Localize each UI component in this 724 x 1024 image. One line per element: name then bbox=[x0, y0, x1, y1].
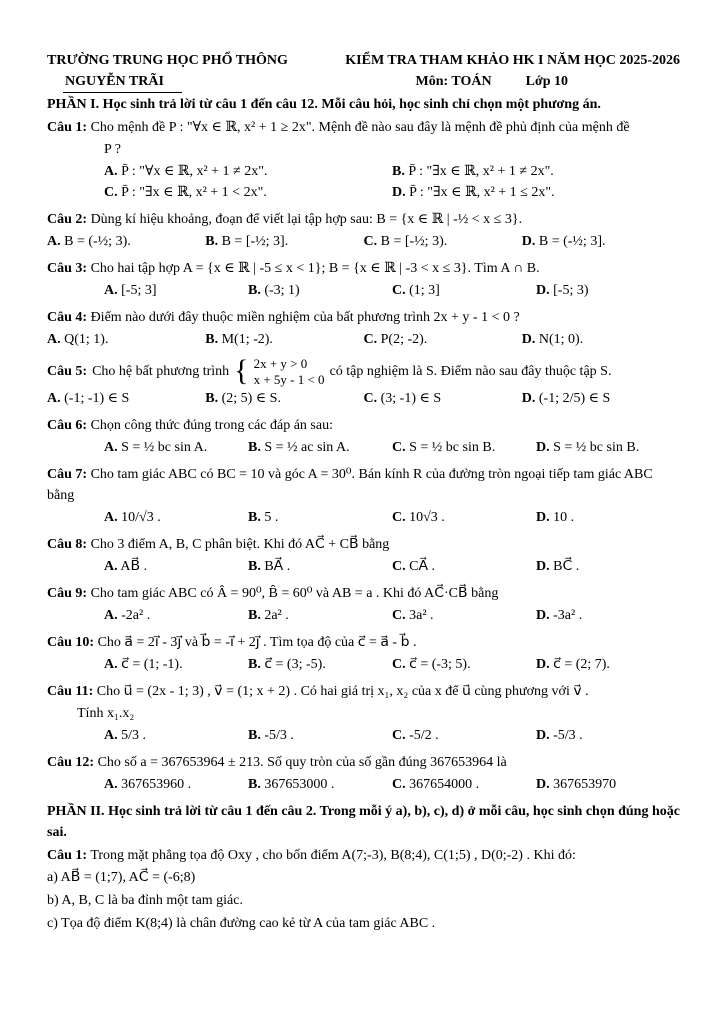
option-key: D. bbox=[521, 391, 536, 407]
option-key: D. bbox=[536, 510, 550, 526]
question-label: Câu 1: bbox=[47, 120, 88, 135]
question-text: Cho hai tập hợp A = {x ∈ ℝ | -5 ≤ x < 1}; B = {x ∈ ℝ | -3 < x ≤ 3}. Tìm A ∩ B. bbox=[90, 261, 540, 276]
exam-title: KIỂM TRA THAM KHẢO HK I NĂM HỌC 2025-2026 bbox=[345, 53, 680, 68]
option-text: P̄ : "∀x ∈ ℝ, x² + 1 ≠ 2x". bbox=[121, 164, 268, 179]
question-text: Cho tam giác ABC có BC = 10 và góc A = 30⁰. Bán kính R của đường tròn ngoại tiếp tam giác ABC bằng bbox=[47, 467, 653, 504]
question-3 bbox=[47, 258, 680, 301]
option-text: 367653960 . bbox=[121, 777, 192, 793]
option-text: [-5; 3) bbox=[553, 283, 589, 298]
question-text-line bbox=[47, 258, 680, 279]
option-text: -5/3 . bbox=[264, 728, 294, 744]
option-c bbox=[392, 774, 536, 795]
school-name: NGUYỄN TRÃI bbox=[63, 71, 182, 93]
question-text: Cho a⃗ = 2i⃗ - 3j⃗ và b⃗ = -i⃗ + 2j⃗ . Tìm tọa độ của c⃗ = a⃗ - b⃗ . bbox=[97, 635, 417, 651]
question-label: Câu 3: bbox=[47, 261, 88, 276]
option-text: S = ½ bc sin B. bbox=[409, 440, 496, 456]
question-9 bbox=[47, 583, 680, 626]
option-a bbox=[47, 231, 205, 252]
part1-label: PHẦN I. bbox=[47, 97, 100, 112]
option-key: A. bbox=[47, 391, 61, 407]
question-text-line bbox=[47, 117, 680, 138]
option-key: C. bbox=[392, 283, 406, 298]
option-text: 2a² . bbox=[264, 608, 289, 624]
statement-key: c) bbox=[47, 916, 58, 932]
option-text: 367653000 . bbox=[264, 777, 335, 793]
option-text: P̄ : "∃x ∈ ℝ, x² + 1 < 2x". bbox=[121, 185, 267, 200]
option-text: -5/2 . bbox=[409, 728, 439, 744]
option-c bbox=[364, 329, 522, 350]
option-key: C. bbox=[363, 391, 378, 407]
option-b bbox=[248, 507, 392, 528]
question-label: Câu 9: bbox=[47, 586, 88, 602]
option-d bbox=[536, 654, 680, 675]
option-text: B = [-½; 3). bbox=[380, 234, 448, 249]
question-label: Câu 1: bbox=[47, 848, 88, 864]
part1-heading bbox=[47, 94, 680, 115]
options-row bbox=[47, 654, 680, 675]
option-text: M(1; -2). bbox=[221, 332, 273, 347]
option-d bbox=[522, 388, 680, 409]
question-label: Câu 8: bbox=[47, 537, 88, 553]
question-7 bbox=[47, 464, 680, 528]
question-label: Câu 2: bbox=[47, 212, 88, 227]
option-c bbox=[392, 605, 536, 626]
option-text: Q(1; 1). bbox=[64, 332, 109, 347]
question-label: Câu 12: bbox=[47, 755, 95, 771]
question-text-line bbox=[47, 209, 680, 230]
option-c bbox=[392, 437, 536, 458]
option-text: 10√3 . bbox=[409, 510, 445, 526]
options-row bbox=[47, 556, 680, 577]
option-text: c⃗ = (-3; 5). bbox=[409, 657, 471, 673]
option-c bbox=[392, 507, 536, 528]
option-b bbox=[248, 725, 392, 746]
option-d bbox=[392, 182, 680, 203]
option-c bbox=[104, 182, 392, 203]
option-key: D. bbox=[536, 559, 550, 575]
option-text: S = ½ ac sin A. bbox=[264, 440, 350, 456]
exam-header bbox=[47, 50, 680, 93]
option-d bbox=[536, 605, 680, 626]
option-text: P̄ : "∃x ∈ ℝ, x² + 1 ≤ 2x". bbox=[409, 185, 555, 200]
part2-question-1 bbox=[47, 845, 680, 934]
option-b bbox=[248, 774, 392, 795]
question-text-line bbox=[47, 534, 680, 555]
option-text: AB⃗ . bbox=[120, 559, 148, 575]
question-text-line bbox=[47, 415, 680, 436]
option-b bbox=[392, 161, 680, 182]
option-key: D. bbox=[392, 185, 406, 200]
option-text: -5/3 . bbox=[553, 728, 583, 744]
option-key: C. bbox=[392, 728, 406, 744]
option-key: B. bbox=[248, 283, 261, 298]
option-key: C. bbox=[392, 559, 406, 575]
question-text-line bbox=[47, 845, 680, 866]
option-text: 5/3 . bbox=[121, 728, 147, 744]
option-key: D. bbox=[536, 608, 550, 624]
part2-heading bbox=[47, 801, 680, 843]
options-row bbox=[47, 231, 680, 252]
option-key: C. bbox=[392, 777, 406, 793]
option-key: B. bbox=[248, 728, 261, 744]
option-d bbox=[522, 329, 680, 350]
options-row bbox=[47, 437, 680, 458]
option-key: A. bbox=[104, 283, 118, 298]
question-10 bbox=[47, 632, 680, 675]
options-row bbox=[47, 161, 680, 203]
option-b bbox=[248, 280, 392, 301]
option-b bbox=[248, 437, 392, 458]
option-key: B. bbox=[248, 657, 261, 673]
inequality-2: x + 5y - 1 < 0 bbox=[253, 371, 325, 387]
option-text: S = ½ bc sin B. bbox=[553, 440, 640, 456]
option-text: 5 . bbox=[264, 510, 279, 526]
option-a bbox=[104, 774, 248, 795]
options-row bbox=[47, 329, 680, 350]
part2-label: PHẦN II. bbox=[47, 804, 105, 820]
options-row bbox=[47, 725, 680, 746]
option-b bbox=[248, 654, 392, 675]
subject: Môn: TOÁN bbox=[415, 74, 492, 89]
option-key: D. bbox=[536, 657, 550, 673]
option-text: B = (-½; 3]. bbox=[538, 234, 606, 249]
option-key: D. bbox=[521, 234, 536, 249]
option-b bbox=[248, 605, 392, 626]
options-row bbox=[47, 774, 680, 795]
question-6 bbox=[47, 415, 680, 458]
option-key: B. bbox=[205, 234, 219, 249]
option-a bbox=[104, 556, 248, 577]
statement-text: A, B, C là ba đỉnh một tam giác. bbox=[61, 893, 243, 909]
option-key: A. bbox=[104, 559, 118, 575]
option-text: (-1; -1) ∈ S bbox=[64, 391, 130, 407]
option-text: 367654000 . bbox=[409, 777, 480, 793]
option-key: A. bbox=[104, 728, 118, 744]
question-text: Dùng kí hiệu khoảng, đoạn để viết lại tập hợp sau: B = {x ∈ ℝ | -½ < x ≤ 3}. bbox=[90, 212, 523, 227]
question-text-line bbox=[47, 353, 680, 387]
option-text: B = (-½; 3). bbox=[64, 234, 131, 249]
question-label: Câu 10: bbox=[47, 635, 95, 651]
option-c bbox=[364, 231, 522, 252]
school: TRƯỜNG TRUNG HỌC PHỔ THÔNG bbox=[47, 53, 288, 68]
option-d bbox=[536, 437, 680, 458]
option-d bbox=[536, 507, 680, 528]
question-subtext: Tính x₁.x₂ bbox=[77, 706, 135, 722]
option-text: N(1; 0). bbox=[538, 332, 584, 347]
option-text: B = [-½; 3]. bbox=[221, 234, 289, 249]
option-text: (-3; 1) bbox=[264, 283, 300, 298]
statement-a bbox=[47, 867, 680, 888]
option-b bbox=[205, 231, 363, 252]
option-key: C. bbox=[363, 234, 378, 249]
option-text: 10/√3 . bbox=[121, 510, 161, 526]
option-key: B. bbox=[392, 164, 405, 179]
question-text-before: Cho hệ bất phương trình bbox=[92, 364, 230, 380]
question-label: Câu 11: bbox=[47, 684, 94, 700]
option-key: C. bbox=[363, 332, 378, 347]
option-c bbox=[392, 280, 536, 301]
option-c bbox=[392, 725, 536, 746]
options-row bbox=[47, 388, 680, 409]
option-b bbox=[205, 329, 363, 350]
system-brace: { bbox=[234, 353, 249, 387]
question-text: Cho 3 điểm A, B, C phân biệt. Khi đó AC⃗ + CB⃗ bằng bbox=[90, 537, 390, 553]
option-a bbox=[104, 605, 248, 626]
question-text: Chọn công thức đúng trong các đáp án sau: bbox=[90, 418, 333, 434]
question-text-line bbox=[47, 681, 680, 702]
option-key: B. bbox=[205, 332, 219, 347]
option-a bbox=[47, 388, 205, 409]
option-key: A. bbox=[104, 657, 118, 673]
option-text: (-1; 2/5) ∈ S bbox=[538, 391, 611, 407]
option-c bbox=[392, 654, 536, 675]
question-text-line bbox=[47, 632, 680, 653]
option-key: D. bbox=[521, 332, 536, 347]
option-d bbox=[536, 280, 680, 301]
option-c bbox=[364, 388, 522, 409]
statement-text: Tọa độ điểm K(8;4) là chân đường cao kẻ từ A của tam giác ABC . bbox=[61, 916, 436, 932]
option-key: C. bbox=[392, 608, 406, 624]
option-key: A. bbox=[104, 164, 118, 179]
option-key: D. bbox=[536, 777, 550, 793]
question-12 bbox=[47, 752, 680, 795]
option-key: B. bbox=[205, 391, 219, 407]
question-4 bbox=[47, 307, 680, 350]
question-text: Trong mặt phẳng tọa độ Oxy , cho bốn điểm A(7;-3), B(8;4), C(1;5) , D(0;-2) . Khi đó: bbox=[90, 848, 576, 864]
option-key: B. bbox=[248, 608, 261, 624]
option-key: B. bbox=[248, 510, 261, 526]
option-key: A. bbox=[47, 234, 61, 249]
option-a bbox=[104, 507, 248, 528]
option-key: C. bbox=[392, 510, 406, 526]
option-text: [-5; 3] bbox=[121, 283, 157, 298]
option-d bbox=[522, 231, 680, 252]
option-a bbox=[104, 654, 248, 675]
statement-b bbox=[47, 890, 680, 911]
options-row bbox=[47, 280, 680, 301]
option-text: -2a² . bbox=[121, 608, 151, 624]
option-key: A. bbox=[104, 608, 118, 624]
part1-instruction: Học sinh trả lời từ câu 1 đến câu 12. Mỗi câu hỏi, học sinh chỉ chọn một phương án. bbox=[102, 97, 601, 112]
option-text: 10 . bbox=[553, 510, 575, 526]
option-key: C. bbox=[104, 185, 118, 200]
option-text: (1; 3] bbox=[409, 283, 440, 298]
grade: Lớp 10 bbox=[525, 74, 568, 89]
statement-key: a) bbox=[47, 870, 58, 886]
option-key: A. bbox=[104, 777, 118, 793]
option-key: C. bbox=[392, 440, 406, 456]
option-text: S = ½ bc sin A. bbox=[121, 440, 208, 456]
option-a bbox=[47, 329, 205, 350]
question-text-after: có tập nghiệm là S. Điểm nào sau đây thuộc tập S. bbox=[329, 364, 612, 380]
question-text: Điểm nào dưới đây thuộc miền nghiệm của bất phương trình 2x + y - 1 < 0 ? bbox=[90, 310, 520, 325]
option-text: (2; 5) ∈ S. bbox=[221, 391, 281, 407]
option-b bbox=[248, 556, 392, 577]
option-text: -3a² . bbox=[553, 608, 583, 624]
question-8 bbox=[47, 534, 680, 577]
option-text: 3a² . bbox=[409, 608, 434, 624]
option-a bbox=[104, 280, 248, 301]
question-2 bbox=[47, 209, 680, 252]
option-a bbox=[104, 161, 392, 182]
statement-c bbox=[47, 913, 680, 934]
option-a bbox=[104, 725, 248, 746]
question-1 bbox=[47, 117, 680, 203]
question-text-line bbox=[47, 307, 680, 328]
option-b bbox=[205, 388, 363, 409]
question-text-line bbox=[47, 583, 680, 604]
question-label: Câu 5: bbox=[47, 364, 88, 380]
option-a bbox=[104, 437, 248, 458]
option-key: D. bbox=[536, 283, 550, 298]
question-subtext: P ? bbox=[104, 142, 121, 157]
option-text: BA⃗ . bbox=[264, 559, 291, 575]
option-key: D. bbox=[536, 728, 550, 744]
question-text-line bbox=[47, 752, 680, 773]
option-c bbox=[392, 556, 536, 577]
question-label: Câu 7: bbox=[47, 467, 88, 483]
option-text: CA⃗ . bbox=[409, 559, 436, 575]
question-text: Cho mệnh đề P : "∀x ∈ ℝ, x² + 1 ≥ 2x". Mệnh đề nào sau đây là mệnh đề phủ định của mệnh đề bbox=[90, 120, 630, 135]
options-row bbox=[47, 605, 680, 626]
question-label: Câu 4: bbox=[47, 310, 88, 325]
question-text: Cho số a = 367653964 ± 213. Số quy tròn của số gần đúng 367653964 là bbox=[97, 755, 507, 771]
option-text: BC⃗ . bbox=[553, 559, 580, 575]
option-key: D. bbox=[536, 440, 550, 456]
option-text: P(2; -2). bbox=[380, 332, 428, 347]
question-5 bbox=[47, 353, 680, 409]
option-text: 367653970 bbox=[553, 777, 617, 793]
question-text: Cho tam giác ABC có Â = 90⁰, B̂ = 60⁰ và AB = a . Khi đó AC⃗·CB⃗ bằng bbox=[90, 586, 499, 602]
inequality-1: 2x + y > 0 bbox=[253, 356, 308, 371]
option-text: c⃗ = (2; 7). bbox=[553, 657, 610, 673]
options-row bbox=[47, 507, 680, 528]
option-text: P̄ : "∃x ∈ ℝ, x² + 1 ≠ 2x". bbox=[408, 164, 554, 179]
option-d bbox=[536, 774, 680, 795]
part2-instruction: Học sinh trả lời từ câu 1 đến câu 2. Trong mỗi ý a), b), c), d) ở mỗi câu, học sinh chọn đúng hoặc sai. bbox=[47, 804, 680, 841]
question-text-line bbox=[47, 464, 680, 506]
inequality-system bbox=[254, 356, 325, 387]
option-key: A. bbox=[104, 510, 118, 526]
statement-text: AB⃗ = (1;7), AC⃗ = (-6;8) bbox=[60, 870, 196, 886]
option-key: A. bbox=[47, 332, 61, 347]
option-key: B. bbox=[248, 559, 261, 575]
option-text: c⃗ = (1; -1). bbox=[121, 657, 183, 673]
statement-key: b) bbox=[47, 893, 59, 909]
option-d bbox=[536, 556, 680, 577]
subject-grade bbox=[416, 71, 569, 93]
option-text: c⃗ = (3; -5). bbox=[264, 657, 326, 673]
option-key: B. bbox=[248, 777, 261, 793]
question-label: Câu 6: bbox=[47, 418, 88, 434]
option-key: A. bbox=[104, 440, 118, 456]
option-text: (3; -1) ∈ S bbox=[380, 391, 442, 407]
option-d bbox=[536, 725, 680, 746]
question-11 bbox=[47, 681, 680, 746]
question-text: Cho u⃗ = (2x - 1; 3) , v⃗ = (1; x + 2) . Có hai giá trị x₁, x₂ của x để u⃗ cùng phương với v⃗ . bbox=[96, 684, 589, 700]
option-key: B. bbox=[248, 440, 261, 456]
option-key: C. bbox=[392, 657, 406, 673]
